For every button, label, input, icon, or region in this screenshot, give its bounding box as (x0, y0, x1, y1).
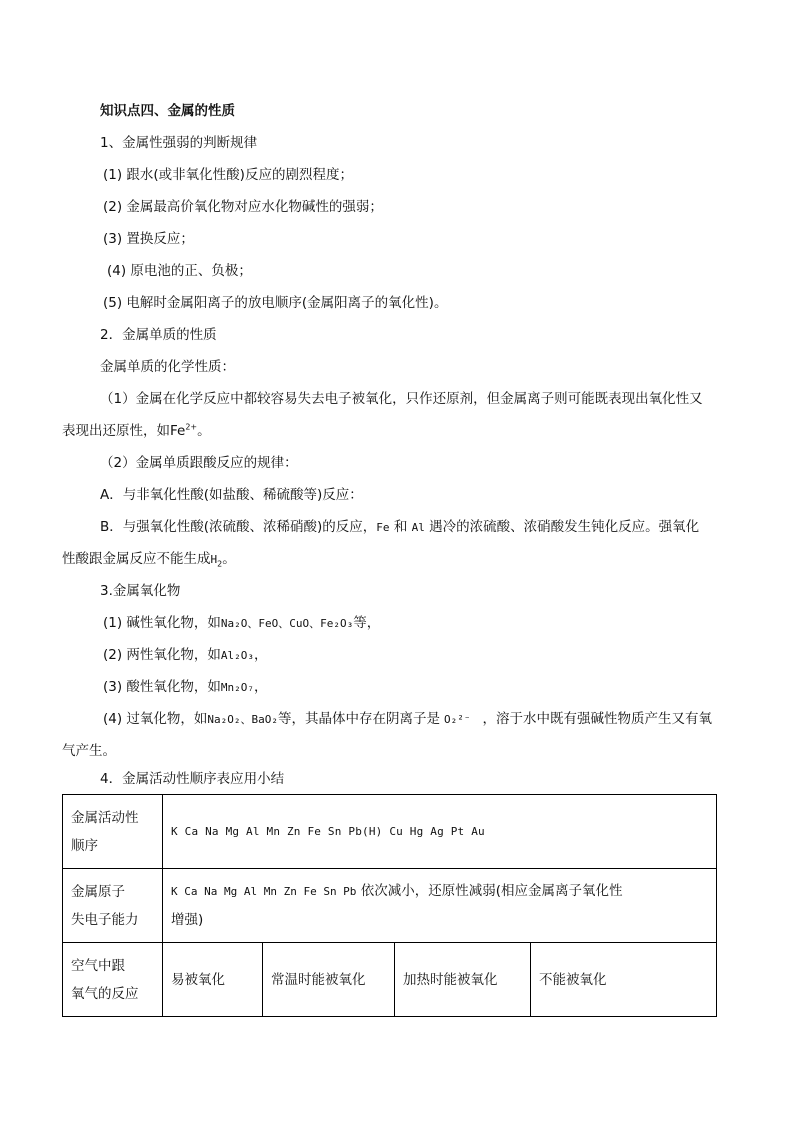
s1-heading: 1、金属性强弱的判断规律 (100, 135, 258, 151)
row3-cell-oxidized-heating: 加热时能被氧化 (395, 943, 531, 1017)
section-title: 知识点四、金属的性质 (100, 103, 235, 119)
al-formula: Al (411, 521, 425, 534)
s3-item-3-text: (3) 酸性氧化物，如 (103, 679, 221, 695)
row2-value-line1 (171, 877, 716, 906)
s3-item-1-end: 等， (353, 615, 381, 631)
amphoteric-oxide-formula: Al₂O₃ (220, 649, 255, 662)
basic-oxides-formulas: Na₂O、FeO、CuO、Fe₂O₃ (220, 617, 354, 630)
row2-metals: K Ca Na Mg Al Mn Zn Fe Sn Pb (171, 885, 357, 898)
row1-header-line2: 顺序 (71, 837, 98, 854)
s3-item-1-text: (1) 碱性氧化物，如 (103, 615, 221, 631)
s2-subheading: 金属单质的化学性质： (100, 359, 235, 375)
s2-b-and: 和 (389, 519, 412, 535)
s1-item-2: (2) 金属最高价氧化物对应水化物碱性的强弱； (103, 199, 383, 215)
table-row (63, 869, 717, 943)
row2-text: 依次减小，还原性减弱(相应金属离子氧化性 (360, 883, 623, 899)
row2-value-line2: 增强) (171, 912, 204, 928)
s1-item-3: (3) 置换反应； (103, 231, 194, 247)
row3-header-line1: 空气中跟 (71, 957, 125, 974)
s4-heading: 4．金属活动性顺序表应用小结 (100, 771, 285, 787)
s2-b-text-3: 性酸跟金属反应不能生成 (62, 551, 211, 567)
row2-header (63, 869, 163, 943)
fe-charge: 2+ (185, 422, 198, 432)
activity-series-table (62, 794, 717, 1017)
table-row (63, 943, 717, 1017)
s2-b-end: 。 (222, 551, 236, 567)
row2-header-line2: 失电子能力 (71, 911, 139, 928)
s3-item-2-end: ， (254, 647, 268, 663)
row3-header (63, 943, 163, 1017)
s2-p1-line2 (62, 422, 211, 440)
table-row (63, 795, 717, 869)
s2-b-text: B．与强氧化性酸(浓硫酸、浓稀硝酸)的反应， (100, 519, 377, 535)
s3-item-4 (103, 710, 712, 729)
peroxide-formulas: Na₂O₂、BaO₂ (207, 713, 279, 726)
s3-item-4-text: (4) 过氧化物，如 (103, 711, 208, 727)
row3-header-line2: 氧气的反应 (71, 985, 139, 1002)
s3-item-1 (103, 614, 380, 633)
s2-b-line1 (100, 518, 699, 537)
s3-item-2 (103, 646, 268, 665)
s3-item-2-text: (2) 两性氧化物，如 (103, 647, 221, 663)
s2-b-text-2: 遇冷的浓硫酸、浓硝酸发生钝化反应。强氧化 (424, 519, 700, 535)
fe-formula: Fe (376, 521, 390, 534)
peroxide-ion: O₂²⁻ (444, 713, 471, 726)
electron-loss-cell (163, 869, 717, 943)
s2-b-line2 (62, 550, 236, 569)
s1-item-1: (1) 跟水(或非氧化性酸)反应的剧烈程度； (103, 167, 353, 183)
row1-header (63, 795, 163, 869)
s3-item-4-line2: 气产生。 (62, 743, 116, 759)
activity-series-cell: K Ca Na Mg Al Mn Zn Fe Sn Pb(H) Cu Hg Ag Pt Au (163, 795, 717, 869)
s2-p2: （2）金属单质跟酸反应的规律： (100, 455, 298, 471)
s3-item-4-end: ，溶于水中既有强碱性物质产生又有氧 (482, 711, 713, 727)
acidic-oxide-formula: Mn₂O₇ (220, 681, 255, 694)
s3-item-3 (103, 678, 268, 697)
s2-p1-end: 。 (197, 423, 211, 439)
s3-heading: 3.金属氧化物 (100, 583, 181, 599)
s1-item-4: (4) 原电池的正、负极； (107, 263, 252, 279)
s2-p1-line1: （1）金属在化学反应中都较容易失去电子被氧化，只作还原剂，但金属离子则可能既表现出氧化性又 (100, 391, 703, 407)
s3-item-3-end: ， (254, 679, 268, 695)
row3-cell-not-oxidized: 不能被氧化 (531, 943, 717, 1017)
s1-item-5: (5) 电解时金属阳离子的放电顺序(金属阳离子的氧化性)。 (103, 295, 448, 311)
row2-header-line1: 金属原子 (71, 883, 125, 900)
s2-heading: 2．金属单质的性质 (100, 327, 217, 343)
h2-formula: H (210, 553, 218, 566)
row3-cell-oxidized-room-temp: 常温时能被氧化 (263, 943, 395, 1017)
s2-p1-text: 表现出还原性，如Fe (62, 423, 186, 439)
s3-item-4-mid: 等，其晶体中存在阴离子是 (278, 711, 441, 727)
s2-a: A．与非氧化性酸(如盐酸、稀硫酸等)反应： (100, 487, 363, 503)
h2-subscript: 2 (217, 559, 223, 569)
row3-cell-easily-oxidized: 易被氧化 (163, 943, 263, 1017)
row1-header-line1: 金属活动性 (71, 809, 139, 826)
